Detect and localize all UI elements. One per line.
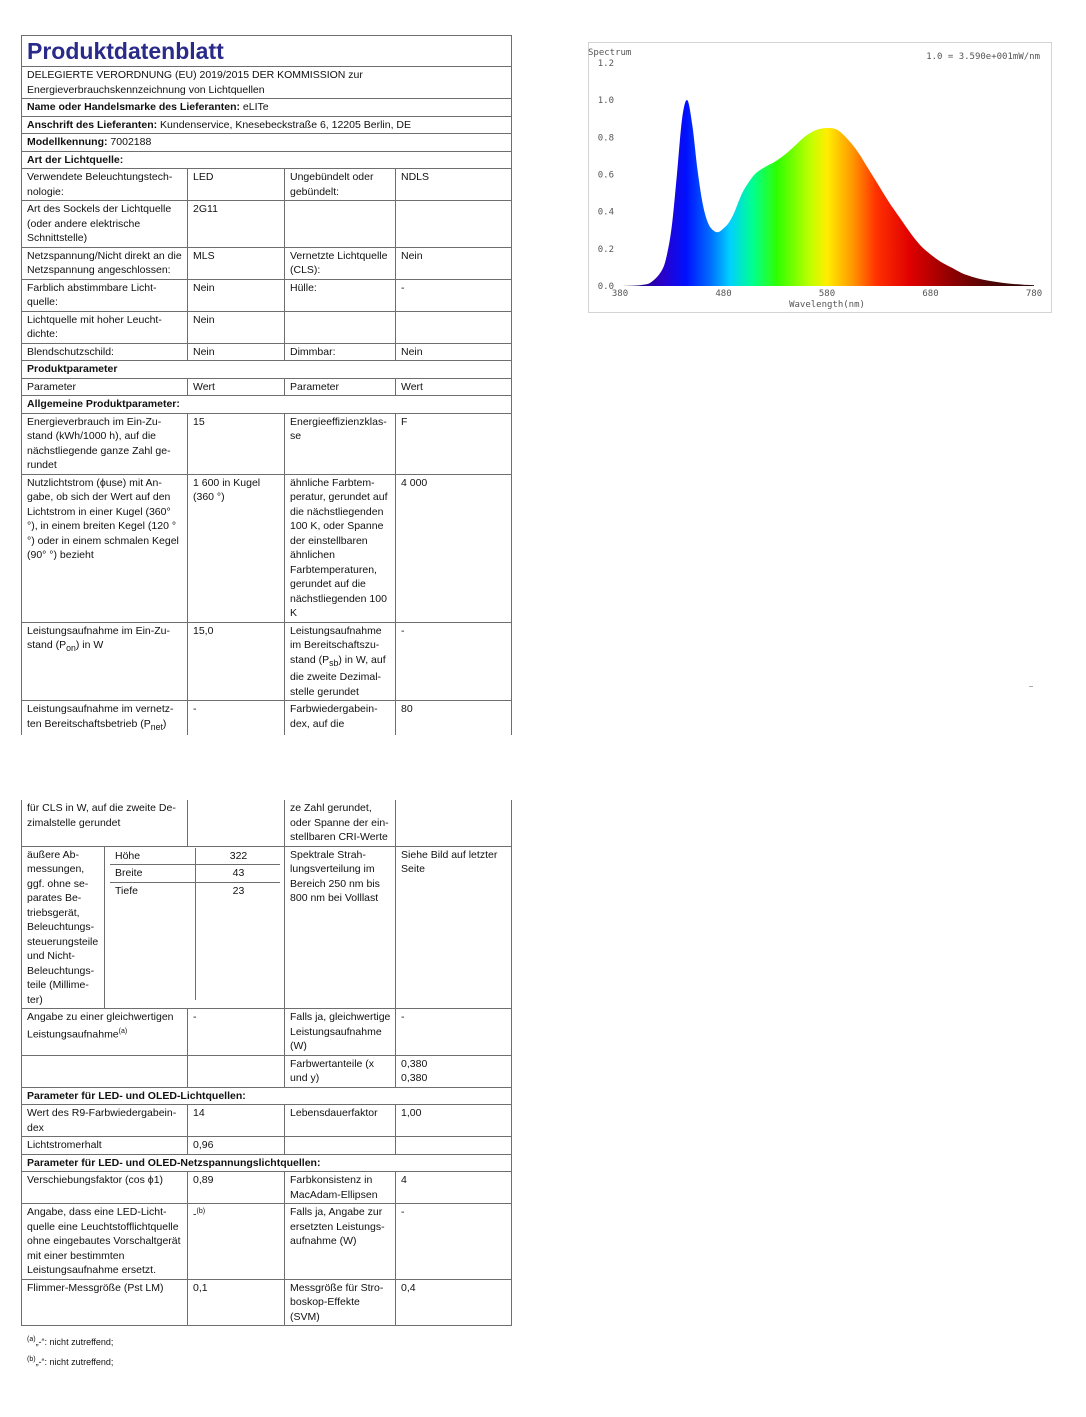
- r9-value: 14: [188, 1105, 285, 1137]
- mains-label: Netzspannung/Nicht direkt an die Netzspannung angeschlossen:: [22, 247, 188, 279]
- envelope-value: -: [396, 279, 512, 311]
- footnote-a: $^{(a)}$„-“: nicht zutreffend;: [27, 1336, 114, 1347]
- y-tick-label: 1.0: [597, 96, 614, 107]
- regulation-text: DELEGIERTE VERORDNUNG (EU) 2019/2015 DER KOMMISSION zur Energieverbrauchskennzeichnung von Lichtquellen: [22, 67, 512, 99]
- empty-cell: [396, 1137, 512, 1155]
- flicker-metric-value: 0,1: [188, 1279, 285, 1326]
- chromaticity-x: 0,380: [401, 1057, 428, 1070]
- column-header-value: Wert: [396, 378, 512, 396]
- equivalent-power-value: -: [188, 1009, 285, 1056]
- supplier-name-label: Name oder Handelsmarke des Lieferanten:: [27, 101, 240, 113]
- empty-cell: [22, 1055, 188, 1087]
- connected-value: Nein: [396, 247, 512, 279]
- energy-consumption-value: 15: [188, 413, 285, 474]
- x-tick-label: 580: [818, 289, 836, 299]
- bundled-label: Ungebündelt oder gebündelt:: [285, 169, 396, 201]
- datasheet-table-part-1: [21, 35, 512, 735]
- displacement-factor-value: 0,89: [188, 1172, 285, 1204]
- envelope-label: Hülle:: [285, 279, 396, 311]
- luminous-flux-value: 1 600 in Kugel (360 °): [188, 474, 285, 622]
- flicker-metric-label: Flimmer-Messgröße (Pst LM): [22, 1279, 188, 1326]
- x-tick-label: 680: [922, 289, 939, 299]
- replaced-power-value: -: [396, 1204, 512, 1280]
- supplier-address-row: [22, 116, 512, 134]
- dimensions-label: äußere Abmessungen, ggf. ohne separates Betriebsgerät, Beleuchtungssteuerungsteile und Nicht-Beleuchtungsteile (Millimeter): [22, 846, 105, 1009]
- column-header-value: Wert: [188, 378, 285, 396]
- equivalent-power-w-value: -: [396, 1009, 512, 1056]
- empty-cell: [396, 201, 512, 248]
- empty-cell: [188, 1055, 285, 1087]
- mains-led-parameters-heading: Parameter für LED- und OLED-Netzspannungslichtquellen:: [22, 1154, 512, 1172]
- connected-label: Vernetzte Lichtquelle (CLS):: [285, 247, 396, 279]
- survival-factor-value: 1,00: [396, 1105, 512, 1137]
- displacement-factor-label: Verschiebungsfaktor (cos ϕ1): [22, 1172, 188, 1204]
- bundled-value: NDLS: [396, 169, 512, 201]
- x-tick-label: 380: [611, 289, 629, 299]
- luminous-flux-label: Nutzlichtstrom (ϕuse) mit Angabe, ob sich der Wert auf den Lichtstrom in einer Kugel (360° °), in einem breiten Kegel (120 °°) oder in einem schmalen Kegel (90° °) bezieht: [22, 474, 188, 622]
- equivalent-power-label: Angabe zu einer gleichwertigen Leistungsaufnahme$^{(a)}$: [22, 1009, 188, 1056]
- spectral-distribution-value: Siehe Bild auf letzter Seite: [396, 846, 512, 1009]
- color-rendering-label: Farbwiedergabeindex, auf die: [285, 701, 396, 736]
- empty-cell: [285, 201, 396, 248]
- chromaticity-value: [396, 1055, 512, 1087]
- socket-value: 2G11: [188, 201, 285, 248]
- color-rendering-value: 80: [396, 701, 512, 736]
- standby-power-label: Leistungsaufnahme im Bereitschaftszustand $(P_{sb})$ in W, auf die zweite Dezimalstelle gerundet: [285, 622, 396, 701]
- y-tick-label: 0.4: [597, 207, 614, 218]
- supplier-name-row: [22, 99, 512, 117]
- column-header-parameter: Parameter: [285, 378, 396, 396]
- chart-scale-note: 1.0 = 3.590e+001mW/nm: [926, 52, 1040, 62]
- socket-label: Art des Sockels der Lichtquelle (oder andere elektrische Schnittstelle): [22, 201, 188, 248]
- technology-label: Verwendete Beleuchtungstechnologie:: [22, 169, 188, 201]
- color-rendering-label-continued: ze Zahl gerundet, oder Spanne der einstellbaren CRI-Werte: [285, 800, 396, 846]
- stroboscopic-metric-label: Messgröße für Stroboskop-Effekte (SVM): [285, 1279, 396, 1326]
- x-tick-label: 480: [715, 289, 732, 299]
- model-row: [22, 134, 512, 152]
- tunable-value: Nein: [188, 279, 285, 311]
- y-tick-label: 0.8: [597, 133, 614, 144]
- x-axis-label: Wavelength(nm): [789, 300, 865, 310]
- spectral-distribution-label: Spektrale Strahlungsverteilung im Bereich 250 nm bis 800 nm bei Volllast: [285, 846, 396, 1009]
- color-temperature-value: 4 000: [396, 474, 512, 622]
- height-value: 322: [196, 848, 281, 865]
- on-mode-power-value: 15,0: [188, 622, 285, 701]
- color-consistency-label: Farbkonsistenz in MacAdam-Ellipsen: [285, 1172, 396, 1204]
- footnote-b: $^{(b)}$„-“: nicht zutreffend;: [27, 1356, 114, 1367]
- height-label: Höhe: [110, 848, 196, 865]
- y-tick-label: 1.2: [597, 59, 614, 69]
- antiglare-label: Blendschutzschild:: [22, 343, 188, 361]
- supplier-address-label: Anschrift des Lieferanten:: [27, 118, 158, 131]
- networked-standby-label-continued: für CLS in W, auf die zweite Dezimalstelle gerundet: [22, 800, 188, 846]
- y-tick-label: 0.6: [597, 170, 614, 181]
- replaced-power-label: Falls ja, Angabe zur ersetzten Leistungsaufnahme (W): [285, 1204, 396, 1280]
- on-mode-power-label: Leistungsaufnahme im Ein-Zustand $(P_{on})$ in W: [22, 622, 188, 701]
- energy-class-value: F: [396, 413, 512, 474]
- page-title: Produktdatenblatt: [22, 36, 512, 67]
- depth-value: 23: [232, 884, 245, 897]
- color-temperature-label: ähnliche Farbtemperatur, gerundet auf die nächstliegenden 100 K, oder Spanne der einstellbaren ähnlichen Farbtemperaturen, gerundet auf die nächstliegenden 100 K: [285, 474, 396, 622]
- empty-cell: [285, 311, 396, 343]
- lumen-maintenance-value: 0,96: [188, 1137, 285, 1155]
- column-header-parameter: Parameter: [22, 378, 188, 396]
- empty-cell: [396, 800, 512, 846]
- tunable-label: Farblich abstimmbare Lichtquelle:: [22, 279, 188, 311]
- scan-mark: [1029, 682, 1033, 687]
- networked-standby-label: Leistungsaufnahme im vernetzten Bereitschaftsbetrieb $(P_{net})$: [22, 701, 188, 736]
- width-label: Breite: [110, 865, 196, 883]
- replacement-claim-label: Angabe, dass eine LED-Lichtquelle eine Leuchtstofflichtquelle ohne eingebautes Vorschaltgerät mit einer bestimmten Leistungsaufnahme ersetzt.: [22, 1204, 188, 1280]
- dimmable-label: Dimmbar:: [285, 343, 396, 361]
- spectrum-svg: [588, 42, 1052, 313]
- survival-factor-label: Lebensdauerfaktor: [285, 1105, 396, 1137]
- depth-label: Tiefe: [110, 882, 196, 1000]
- empty-cell: [285, 1137, 396, 1155]
- chart-title: Spectrum: [588, 48, 632, 58]
- model-label: Modellkennung:: [27, 136, 108, 148]
- lumen-maintenance-label: Lichtstromerhalt: [22, 1137, 188, 1155]
- antiglare-value: Nein: [188, 343, 285, 361]
- replacement-claim-value: -$^{(b)}$: [188, 1204, 285, 1280]
- r9-label: Wert des R9-Farbwiedergabeindex: [22, 1105, 188, 1137]
- dimensions-table: [110, 848, 280, 1000]
- energy-class-label: Energieeffizienzklasse: [285, 413, 396, 474]
- supplier-address: Kundenservice, Knesebeckstraße 6, 12205 Berlin, DE: [160, 118, 412, 131]
- general-parameters-heading: Allgemeine Produktparameter:: [22, 396, 512, 414]
- empty-cell: [396, 311, 512, 343]
- equivalent-power-w-label: Falls ja, gleichwertige Leistungsaufnahme (W): [285, 1009, 396, 1056]
- technology-value: LED: [188, 169, 285, 201]
- datasheet-table-part-2: [21, 800, 512, 1326]
- standby-power-value: -: [396, 622, 512, 701]
- model-id: 7002188: [110, 136, 152, 148]
- chromaticity-label: Farbwertanteile (x und y): [285, 1055, 396, 1087]
- supplier-name: eLITe: [242, 101, 269, 113]
- empty-cell: [188, 800, 285, 846]
- x-tick-label: 780: [1025, 289, 1043, 299]
- high-luminance-label: Lichtquelle mit hoher Leuchtdichte:: [22, 311, 188, 343]
- width-value: 43: [196, 865, 281, 883]
- y-tick-label: 0.2: [597, 244, 614, 255]
- light-source-type-heading: Art der Lichtquelle:: [22, 151, 512, 169]
- stroboscopic-metric-value: 0,4: [396, 1279, 512, 1326]
- product-parameters-heading: Produktparameter: [22, 361, 512, 379]
- energy-consumption-label: Energieverbrauch im Ein-Zustand (kWh/1000 h), auf die nächstliegende ganze Zahl gerundet: [22, 413, 188, 474]
- dimensions-cell: [105, 846, 285, 1009]
- footnotes: [27, 1331, 113, 1371]
- color-consistency-value: 4: [396, 1172, 512, 1204]
- high-luminance-value: Nein: [188, 311, 285, 343]
- mains-value: MLS: [188, 247, 285, 279]
- networked-standby-value: -: [188, 701, 285, 736]
- chromaticity-y: 0,380: [401, 1072, 428, 1084]
- spectrum-chart: [588, 42, 1052, 313]
- y-tick-label: 0.0: [597, 282, 614, 292]
- led-parameters-heading: Parameter für LED- und OLED-Lichtquellen:: [22, 1087, 512, 1105]
- dimmable-value: Nein: [396, 343, 512, 361]
